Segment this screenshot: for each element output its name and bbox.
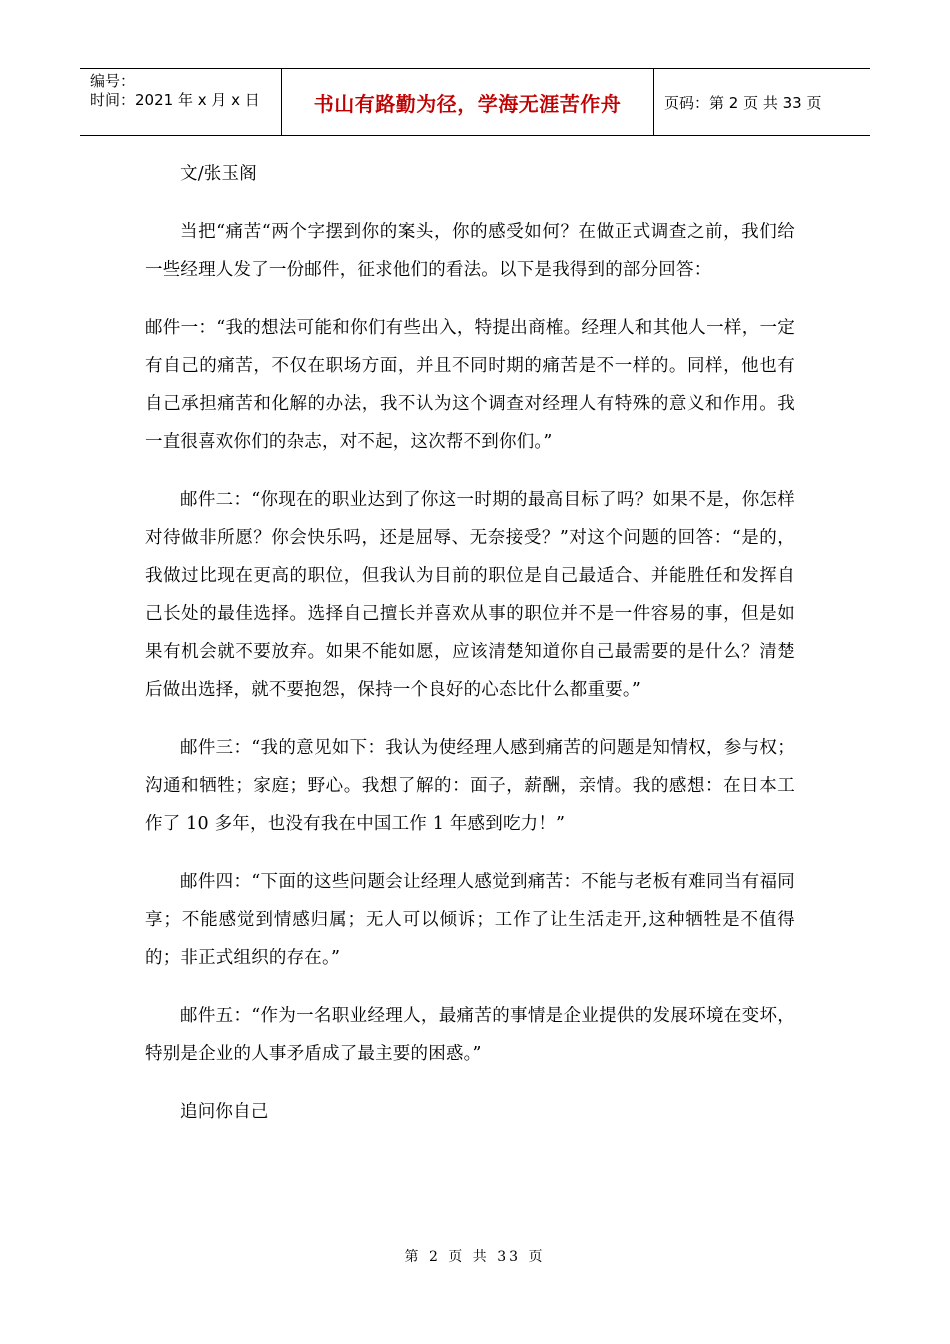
- mail-three-paragraph: 邮件三：“我的意见如下：我认为使经理人感到痛苦的问题是知情权，参与权；沟通和牺牲；家庭；野心。我想了解的：面子，薪酬，亲情。我的感想：在日本工作了 10 多年，也没有我在中国工作 1 年感到吃力！”: [145, 738, 795, 834]
- mail-one-paragraph: 邮件一：“我的想法可能和你们有些出入，特提出商榷。经理人和其他人一样，一定有自己的痛苦，不仅在职场方面，并且不同时期的痛苦是不一样的。同样，他也有自己承担痛苦和化解的办法，我不认为这个调查对经理人有特殊的意义和作用。我一直很喜欢你们的杂志，对不起，这次帮不到你们。”: [145, 318, 795, 452]
- header-page-info: 页码：第 2 页 共 33 页: [664, 93, 822, 112]
- document-body: [145, 155, 795, 1151]
- intro-paragraph: 当把“痛苦“两个字摆到你的案头，你的感受如何？在做正式调查之前，我们给一些经理人发了一份邮件，征求他们的看法。以下是我得到的部分回答：: [145, 222, 795, 280]
- header-meta: [80, 69, 282, 135]
- page-footer: 第 2 页 共 33 页: [404, 1249, 546, 1265]
- mail-five-paragraph: 邮件五：“作为一名职业经理人，最痛苦的事情是企业提供的发展环境在变坏，特别是企业的人事矛盾成了最主要的困惑。”: [145, 1006, 795, 1064]
- section-heading: 追问你自己: [180, 1102, 269, 1122]
- author-line: 文/张玉阁: [180, 164, 257, 184]
- number-label: 编号：: [90, 72, 136, 90]
- mail-two-paragraph: 邮件二：“你现在的职业达到了你这一时期的最高目标了吗？如果不是，你怎样对待做非所愿？你会快乐吗，还是屈辱、无奈接受？”对这个问题的回答：“是的，我做过比现在更高的职位，但我认为目前的职位是自己最适合、并能胜任和发挥自己长处的最佳选择。选择自己擅长并喜欢从事的职位并不是一件容易的事，但是如果有机会就不要放弃。如果不能如愿，应该清楚知道你自己最需要的是什么？清楚后做出选择，就不要抱怨，保持一个良好的心态比什么都重要。”: [145, 490, 795, 700]
- header-motto: 书山有路勤为径，学海无涯苦作舟: [282, 69, 654, 135]
- page-header: [80, 68, 870, 136]
- mail-four-paragraph: 邮件四：“下面的这些问题会让经理人感觉到痛苦：不能与老板有难同当有福同享；不能感觉到情感归属；无人可以倾诉；工作了让生活走开,这种牺牲是不值得的；非正式组织的存在。”: [145, 872, 795, 968]
- date-label: 时间：2021 年 x 月 x 日: [90, 91, 260, 109]
